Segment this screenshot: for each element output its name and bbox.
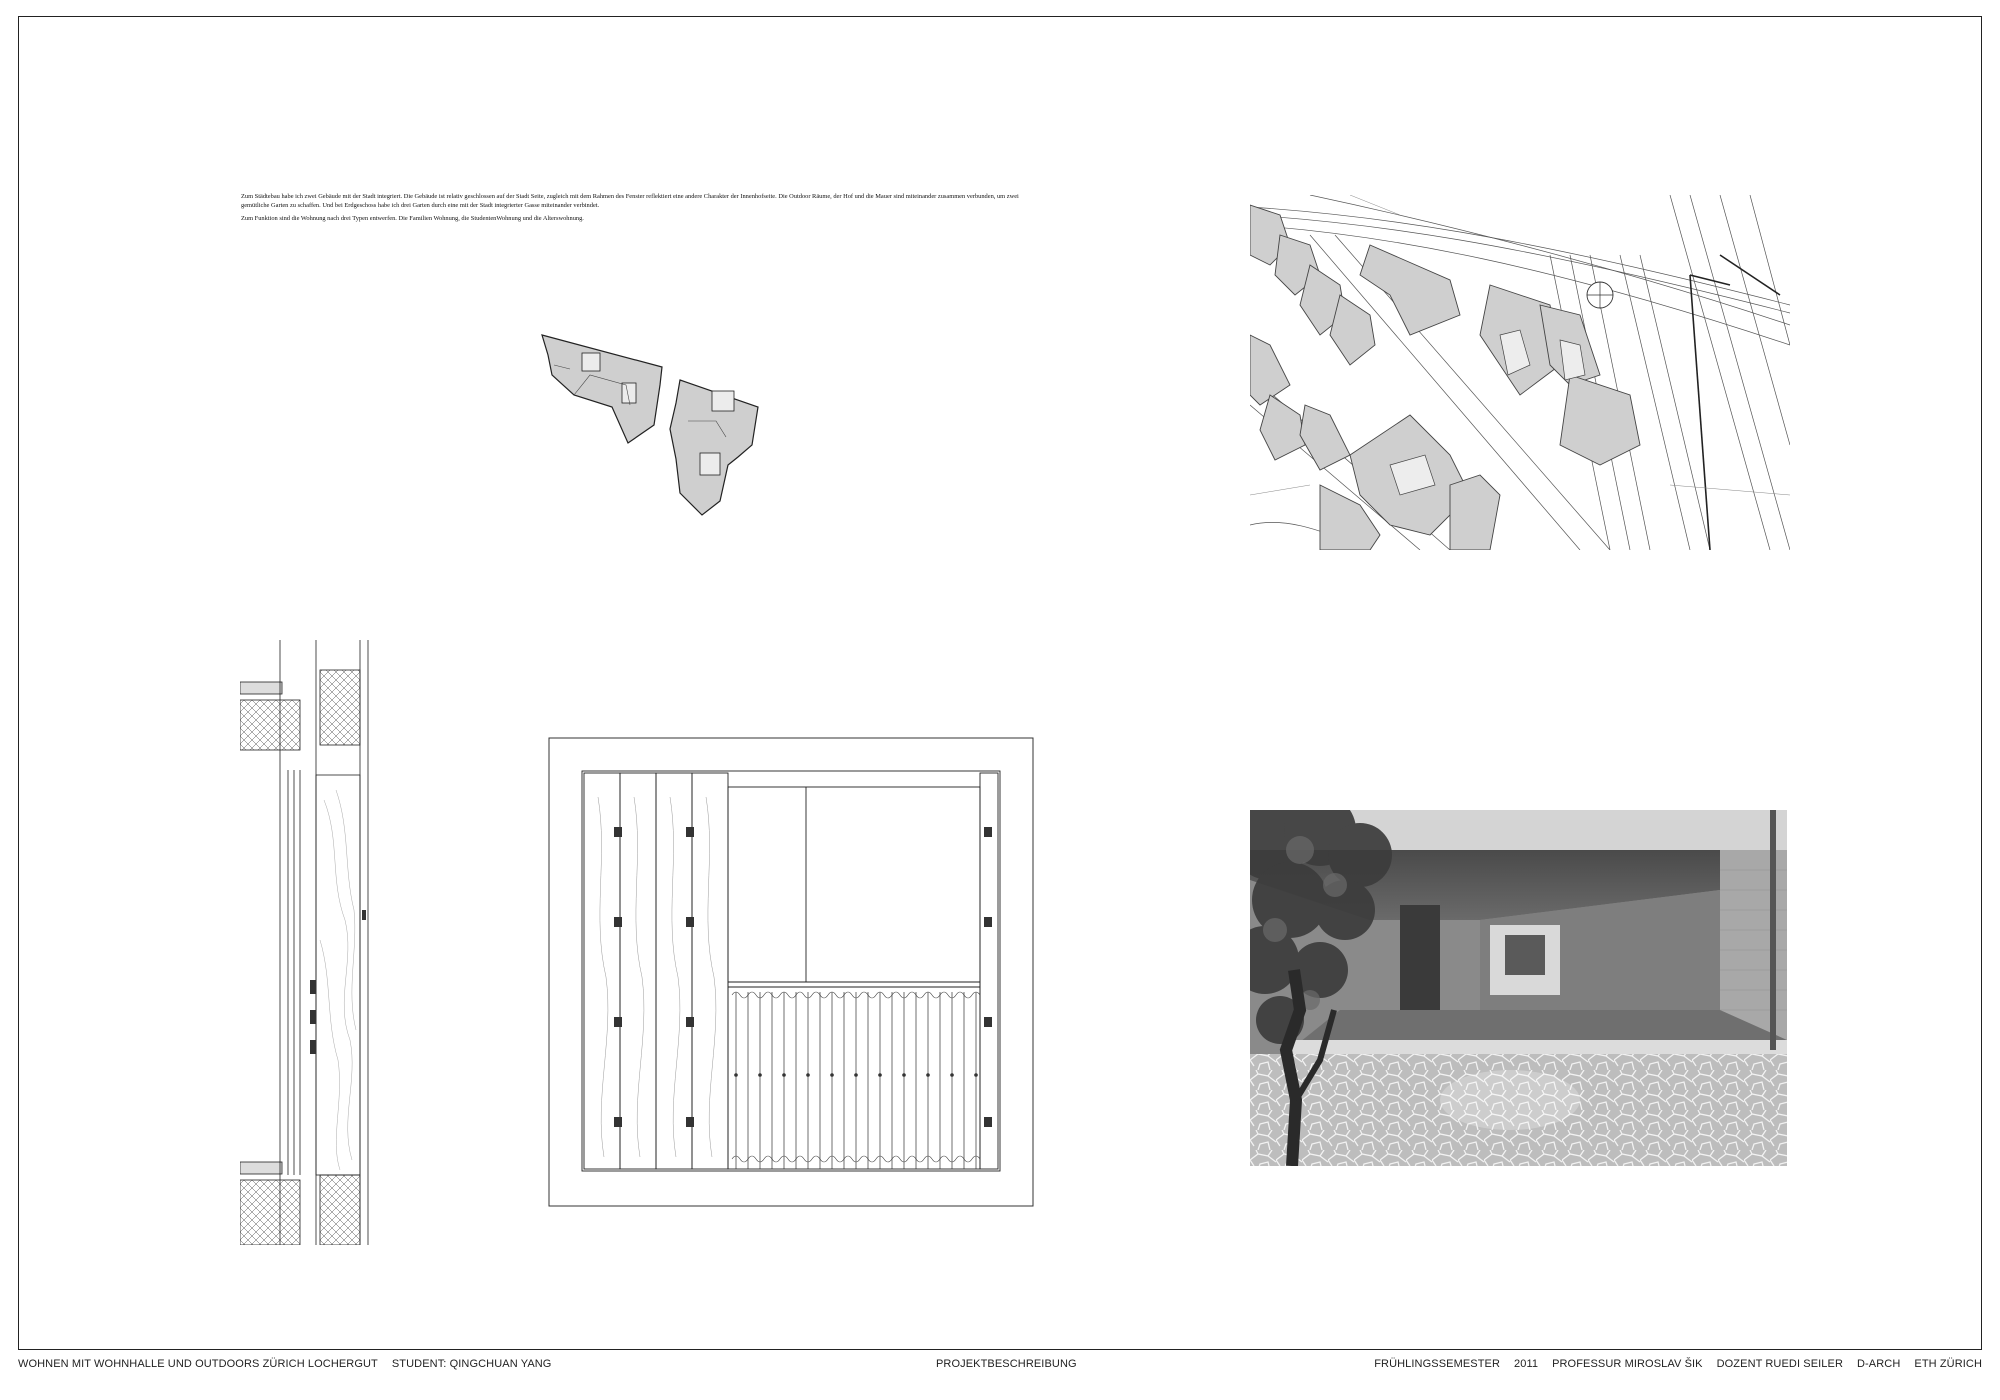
footer-project-info bbox=[18, 1358, 551, 1370]
footer-student: STUDENT: QINGCHUAN YANG bbox=[391, 1358, 552, 1370]
footer-department: D-ARCH bbox=[1857, 1358, 1901, 1370]
project-description bbox=[241, 192, 1031, 227]
footer-course-info bbox=[1374, 1358, 1982, 1370]
wall-section-detail bbox=[240, 640, 380, 1245]
footer-dozent: DOZENT RUEDI SEILER bbox=[1716, 1358, 1843, 1370]
courtyard-rendering bbox=[1250, 810, 1787, 1166]
window-elevation-detail bbox=[548, 737, 1034, 1207]
footer-professor: PROFESSUR MIROSLAV ŠIK bbox=[1552, 1358, 1703, 1370]
footer-sheet-title: PROJEKTBESCHREIBUNG bbox=[936, 1358, 1077, 1370]
footer-semester: FRÜHLINGSSEMESTER bbox=[1374, 1358, 1501, 1370]
footer-school: ETH ZÜRICH bbox=[1914, 1358, 1982, 1370]
description-paragraph-1: Zum Städtebau habe ich zwei Gebäude mit der Stadt integriert. Die Gebäude ist relativ geschlossen auf der Stadt Seite, zugleich mit dem Rahmen des Fenster reflektiert eine andere Charakter der Innenhofseite. Die Outdoor Räume, der Hof und die Mauer sind miteinander zusammen verbunden, um zwei gemütliche Garten zu schaffen. Und bei Erdgeschoss habe ich drei Garten durch eine mit der Stadt integrierter Gasse miteinander verbindet. bbox=[241, 193, 1019, 209]
site-plan bbox=[1250, 195, 1790, 550]
description-paragraph-2: Zum Funktion sind die Wohnung nach drei Typen entwerfen. Die Familien Wohnung, die StudentenWohnung und die Alterswohnung. bbox=[241, 215, 584, 222]
footer-year: 2011 bbox=[1514, 1358, 1539, 1370]
building-footprint-plan bbox=[530, 325, 770, 525]
footer-project-title: WOHNEN MIT WOHNHALLE UND OUTDOORS ZÜRICH LOCHERGUT bbox=[18, 1358, 378, 1370]
